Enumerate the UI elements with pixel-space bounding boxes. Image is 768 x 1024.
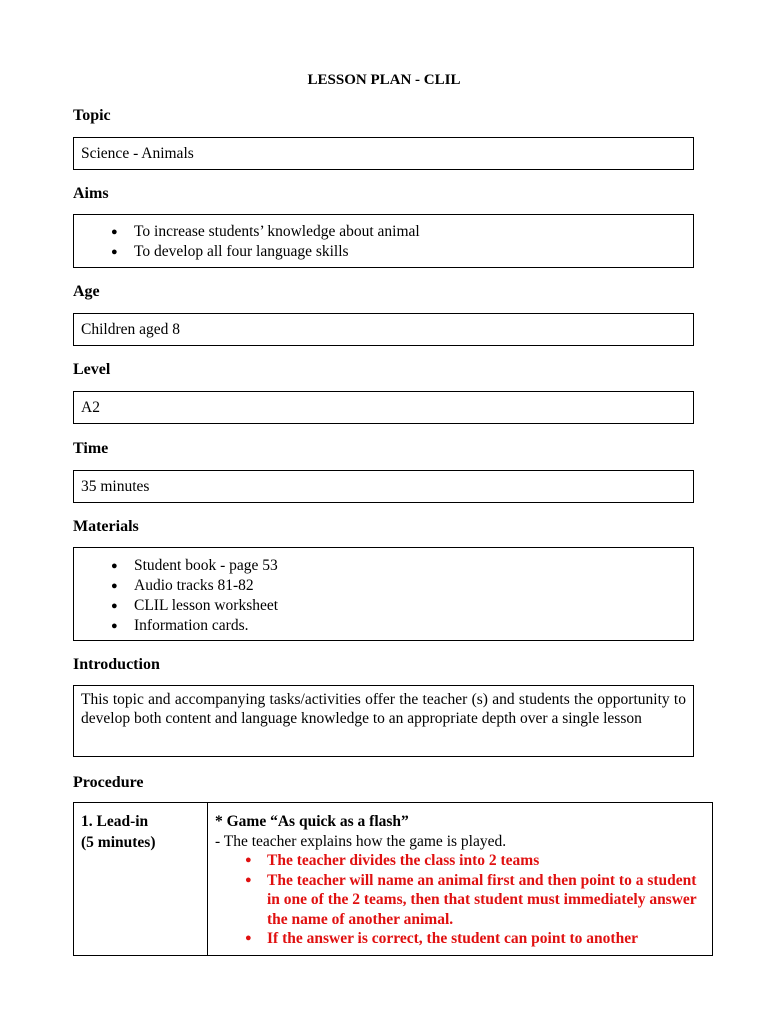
list-item: ● To develop all four language skills: [111, 243, 349, 260]
list-item: ● Audio tracks 81-82: [111, 577, 254, 594]
bullet-icon: ●: [111, 600, 118, 612]
topic-value: Science - Animals: [81, 145, 194, 162]
introduction-text: This topic and accompanying tasks/activities offer the teacher (s) and students the opportunity to develop both content and language knowledge to an appropriate depth over a single lesson: [81, 691, 686, 727]
document-title: LESSON PLAN - CLIL: [307, 72, 461, 88]
time-value: 35 minutes: [81, 478, 150, 495]
bullet-icon: ●: [245, 854, 252, 866]
table-row: [74, 803, 713, 956]
aims-label: Aims: [73, 185, 109, 202]
introduction-box: [73, 685, 694, 757]
topic-box: [73, 137, 694, 170]
stage-cell: [74, 803, 208, 956]
list-item: ● Information cards.: [111, 617, 249, 634]
age-value: Children aged 8: [81, 321, 181, 338]
bullet-icon: ●: [245, 932, 252, 944]
level-value: A2: [81, 399, 100, 416]
procedure-table: [73, 802, 713, 956]
topic-label: Topic: [73, 107, 111, 124]
list-item: ● The teacher divides the class into 2 teams: [245, 852, 540, 869]
level-label: Level: [73, 361, 111, 378]
bullet-icon: ●: [111, 620, 118, 632]
procedure-label: Procedure: [73, 774, 144, 791]
list-item: ● The teacher will name an animal first and then point to a student in one of the 2 teams, then that student must immediately answer the name of another animal.: [245, 871, 697, 928]
stage-title: 1. Lead-in: [81, 813, 149, 830]
bullet-icon: ●: [111, 580, 118, 592]
introduction-label: Introduction: [73, 656, 160, 673]
stage-duration: (5 minutes): [81, 834, 156, 851]
aims-list: [81, 222, 686, 262]
game-title: * Game “As quick as a flash”: [215, 813, 409, 830]
list-item: ● Student book - page 53: [111, 557, 278, 574]
materials-box: [73, 547, 694, 641]
game-explanation: - The teacher explains how the game is played.: [215, 833, 507, 850]
bullet-icon: ●: [245, 873, 252, 886]
bullet-icon: ●: [111, 246, 118, 258]
procedure-steps: [215, 851, 706, 949]
age-box: [73, 313, 694, 346]
list-item: ● If the answer is correct, the student can point to another: [245, 930, 638, 947]
list-item: ● To increase students’ knowledge about animal: [111, 223, 420, 240]
level-box: [73, 391, 694, 424]
time-label: Time: [73, 440, 109, 457]
aims-box: [73, 214, 694, 268]
materials-list: [81, 556, 686, 636]
time-box: [73, 470, 694, 503]
activity-cell: [208, 803, 713, 956]
age-label: Age: [73, 283, 100, 300]
bullet-icon: ●: [111, 560, 118, 572]
bullet-icon: ●: [111, 226, 118, 238]
list-item: ● CLIL lesson worksheet: [111, 597, 279, 614]
materials-label: Materials: [73, 518, 139, 535]
